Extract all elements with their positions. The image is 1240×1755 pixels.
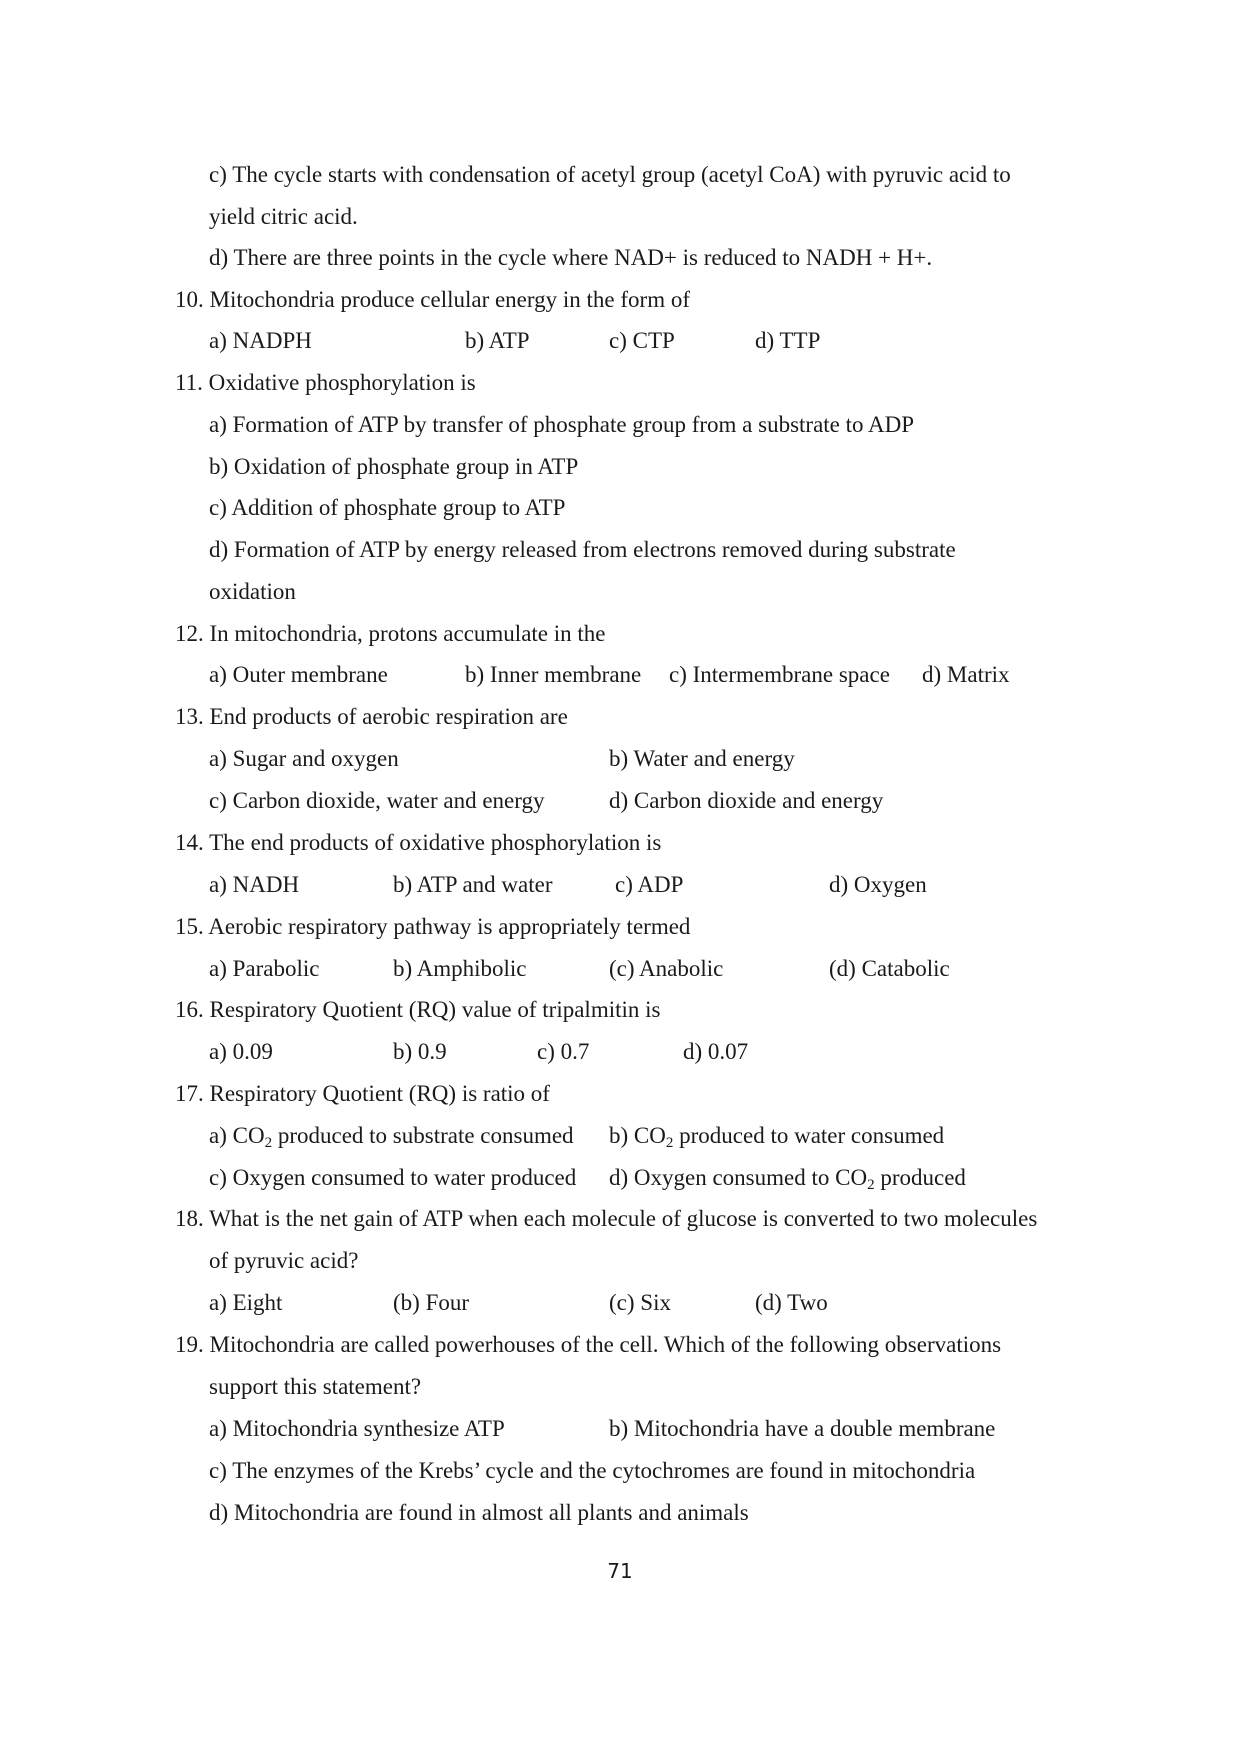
- q14-option-b: b) ATP and water: [393, 872, 553, 897]
- q15-option-b: b) Amphibolic: [393, 956, 527, 981]
- q14-option-d: d) Oxygen: [829, 872, 927, 897]
- q10-option-d: d) TTP: [755, 328, 821, 353]
- q19-option-d: d) Mitochondria are found in almost all plants and animals: [209, 1500, 749, 1525]
- q9-option-d: d) There are three points in the cycle where NAD+ is reduced to NADH + H+.: [209, 245, 933, 270]
- page-number: 71: [607, 1559, 633, 1583]
- q16-question: 16. Respiratory Quotient (RQ) value of tripalmitin is: [175, 997, 661, 1022]
- q13-option-b: b) Water and energy: [609, 746, 795, 771]
- q10-option-b: b) ATP: [465, 328, 530, 353]
- q9-option-c-line1: c) The cycle starts with condensation of acetyl group (acetyl CoA) with pyruvic acid to: [209, 162, 1011, 187]
- q16-option-b: b) 0.9: [393, 1039, 447, 1064]
- q11-option-d-line1: d) Formation of ATP by energy released from electrons removed during substrate: [209, 537, 956, 562]
- q18-question-line2: of pyruvic acid?: [209, 1248, 359, 1273]
- q10-option-a: a) NADPH: [209, 328, 312, 353]
- q17-question: 17. Respiratory Quotient (RQ) is ratio of: [175, 1081, 550, 1106]
- q14-question: 14. The end products of oxidative phosphorylation is: [175, 830, 662, 855]
- q15-option-c: (c) Anabolic: [609, 956, 724, 981]
- q16-option-a: a) 0.09: [209, 1039, 273, 1064]
- q9-option-c-line2: yield citric acid.: [209, 204, 358, 229]
- q15-option-d: (d) Catabolic: [829, 956, 950, 981]
- q18-question-line1: 18. What is the net gain of ATP when each molecule of glucose is converted to two molecules: [175, 1206, 1038, 1231]
- q12-option-d: d) Matrix: [922, 662, 1010, 687]
- q17-option-d: d) Oxygen consumed to $CO_2$ produced: [609, 1165, 966, 1193]
- q11-option-d-line2: oxidation: [209, 579, 296, 604]
- q17-option-a: a) $CO_2$ produced to substrate consumed: [209, 1123, 574, 1151]
- q13-option-c: c) Carbon dioxide, water and energy: [209, 788, 545, 813]
- q12-question: 12. In mitochondria, protons accumulate in the: [175, 621, 606, 646]
- q12-option-b: b) Inner membrane: [465, 662, 642, 687]
- q15-option-a: a) Parabolic: [209, 956, 320, 981]
- q13-option-a: a) Sugar and oxygen: [209, 746, 399, 771]
- q17-option-b: b) $CO_2$ produced to water consumed: [609, 1123, 945, 1151]
- q15-question: 15. Aerobic respiratory pathway is appropriately termed: [175, 914, 691, 939]
- q13-option-d: d) Carbon dioxide and energy: [609, 788, 884, 813]
- q11-option-c: c) Addition of phosphate group to ATP: [209, 495, 566, 520]
- q11-option-a: a) Formation of ATP by transfer of phosphate group from a substrate to ADP: [209, 412, 915, 437]
- q19-question-line2: support this statement?: [209, 1374, 422, 1399]
- q16-option-d: d) 0.07: [683, 1039, 749, 1064]
- q10-question: 10. Mitochondria produce cellular energy in the form of: [175, 287, 690, 312]
- q11-question: 11. Oxidative phosphorylation is: [175, 370, 476, 395]
- q19-option-c: c) The enzymes of the Krebs’ cycle and the cytochromes are found in mitochondria: [209, 1458, 976, 1483]
- q19-option-a: a) Mitochondria synthesize ATP: [209, 1416, 505, 1441]
- q12-option-c: c) Intermembrane space: [669, 662, 890, 687]
- q12-option-a: a) Outer membrane: [209, 662, 388, 687]
- q13-question: 13. End products of aerobic respiration are: [175, 704, 568, 729]
- q19-option-b: b) Mitochondria have a double membrane: [609, 1416, 996, 1441]
- q18-option-d: (d) Two: [755, 1290, 828, 1315]
- q18-option-a: a) Eight: [209, 1290, 283, 1315]
- q16-option-c: c) 0.7: [537, 1039, 590, 1064]
- q19-question-line1: 19. Mitochondria are called powerhouses of the cell. Which of the following observations: [175, 1332, 1002, 1357]
- q18-option-c: (c) Six: [609, 1290, 671, 1315]
- q18-option-b: (b) Four: [393, 1290, 470, 1315]
- q17-option-c: c) Oxygen consumed to water produced: [209, 1165, 577, 1190]
- q10-option-c: c) CTP: [609, 328, 675, 353]
- q14-option-a: a) NADH: [209, 872, 300, 897]
- q14-option-c: c) ADP: [615, 872, 684, 897]
- q11-option-b: b) Oxidation of phosphate group in ATP: [209, 454, 579, 479]
